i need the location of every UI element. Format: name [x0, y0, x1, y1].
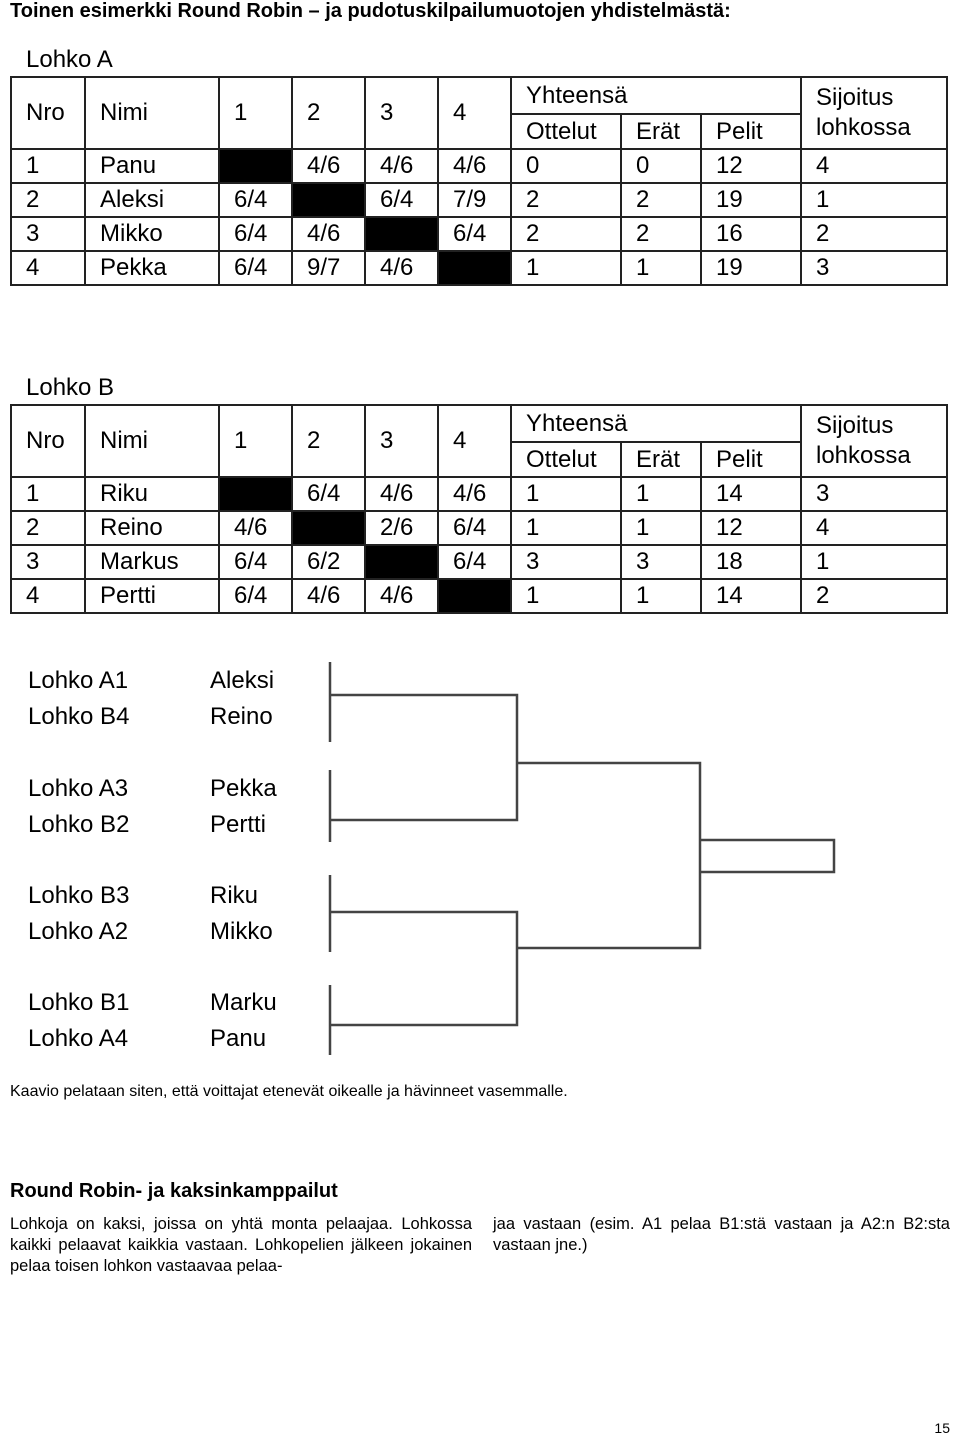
cell-result: 6/4 — [365, 183, 438, 217]
bracket-seed: Lohko B3 — [28, 882, 130, 909]
cell-nimi: Mikko — [85, 217, 219, 251]
cell-pelit: 12 — [701, 511, 801, 545]
cell-pelit: 12 — [701, 149, 801, 183]
page-heading: Toinen esimerkki Round Robin – ja pudotuskilpailumuotojen yhdistelmästä: — [10, 0, 731, 22]
cell-erat: 3 — [621, 545, 701, 579]
cell-ottelut: 1 — [511, 579, 621, 613]
bracket-seed: Lohko A3 — [28, 775, 129, 802]
cell-sijoitus: 4 — [801, 511, 947, 545]
cell-result: 9/7 — [292, 251, 365, 285]
header-pelit: Pelit — [701, 442, 801, 477]
cell-result: 4/6 — [292, 149, 365, 183]
header-erat: Erät — [621, 114, 701, 149]
bracket-player: Riku — [210, 882, 259, 909]
cell-erat: 2 — [621, 183, 701, 217]
header-yhteensa: Yhteensä — [511, 77, 801, 114]
cell-self-blank — [292, 183, 365, 217]
cell-pelit: 19 — [701, 183, 801, 217]
cell-nimi: Pertti — [85, 579, 219, 613]
cell-result: 4/6 — [292, 217, 365, 251]
cell-result: 4/6 — [438, 477, 511, 511]
cell-result: 6/4 — [219, 545, 292, 579]
header-nro: Nro — [11, 77, 85, 149]
header-sijoitus-line2: lohkossa — [816, 442, 911, 469]
header-yhteensa: Yhteensä — [511, 405, 801, 442]
cell-erat: 1 — [621, 511, 701, 545]
header-sijoitus-line1: Sijoitus — [816, 412, 894, 439]
cell-sijoitus: 1 — [801, 183, 947, 217]
cell-self-blank — [365, 545, 438, 579]
cell-nimi: Pekka — [85, 251, 219, 285]
table-row — [11, 511, 947, 545]
cell-ottelut: 2 — [511, 183, 621, 217]
block-a-table — [10, 76, 948, 286]
table-row — [11, 183, 947, 217]
cell-self-blank — [219, 149, 292, 183]
header-col-4: 4 — [438, 405, 511, 477]
cell-pelit: 16 — [701, 217, 801, 251]
cell-self-blank — [438, 579, 511, 613]
bracket-seed: Lohko A4 — [28, 1025, 129, 1052]
semifinal-bracket — [330, 912, 517, 1025]
cell-nimi: Aleksi — [85, 183, 219, 217]
bracket-player: Aleksi — [210, 667, 275, 694]
cell-result: 4/6 — [365, 477, 438, 511]
header-col-3: 3 — [365, 77, 438, 149]
cell-ottelut: 3 — [511, 545, 621, 579]
cell-self-blank — [365, 217, 438, 251]
block-a — [10, 46, 946, 286]
header-nro: Nro — [11, 405, 85, 477]
cell-nimi: Reino — [85, 511, 219, 545]
cell-nro: 3 — [11, 217, 85, 251]
cell-sijoitus: 3 — [801, 477, 947, 511]
bracket-player: Panu — [210, 1025, 267, 1052]
header-nimi: Nimi — [85, 405, 219, 477]
cell-self-blank — [292, 511, 365, 545]
cell-result: 6/4 — [438, 511, 511, 545]
bracket-seed: Lohko B4 — [28, 703, 130, 730]
table-row — [11, 251, 947, 285]
cell-erat: 2 — [621, 217, 701, 251]
body-text-column-1: Lohkoja on kaksi, joissa on yhtä monta pelaajaa. Lohkossa kaikki pelaavat kaikkia vastaan. Lohkopelien jälkeen jokainen pelaa toisen lohkon vastaavaa pelaa- — [10, 1215, 472, 1275]
header-col-1: 1 — [219, 405, 292, 477]
header-col-2: 2 — [292, 77, 365, 149]
block-b — [10, 374, 946, 614]
cell-ottelut: 1 — [511, 511, 621, 545]
bracket-player: Marku — [210, 989, 277, 1016]
header-sijoitus — [801, 77, 947, 149]
header-col-1: 1 — [219, 77, 292, 149]
header-sijoitus — [801, 405, 947, 477]
cell-result: 4/6 — [365, 251, 438, 285]
cell-result: 4/6 — [365, 579, 438, 613]
cell-ottelut: 0 — [511, 149, 621, 183]
cell-nro: 2 — [11, 511, 85, 545]
cell-nro: 4 — [11, 251, 85, 285]
cell-nimi: Markus — [85, 545, 219, 579]
header-col-3: 3 — [365, 405, 438, 477]
header-ottelut: Ottelut — [511, 442, 621, 477]
cell-result: 4/6 — [292, 579, 365, 613]
bracket-seed: Lohko B2 — [28, 811, 130, 838]
bracket-caption: Kaavio pelataan siten, että voittajat etenevät oikealle ja hävinneet vasemmalle. — [10, 1083, 568, 1100]
cell-pelit: 14 — [701, 477, 801, 511]
cell-result: 6/4 — [219, 183, 292, 217]
bracket-player: Mikko — [210, 918, 273, 945]
cell-result: 6/4 — [219, 217, 292, 251]
cell-result: 6/4 — [219, 251, 292, 285]
cell-pelit: 14 — [701, 579, 801, 613]
bracket-player: Pertti — [210, 811, 267, 838]
header-ottelut: Ottelut — [511, 114, 621, 149]
semifinal-bracket — [330, 695, 517, 820]
header-sijoitus-line1: Sijoitus — [816, 84, 894, 111]
block-title: Lohko B — [26, 374, 115, 401]
header-col-4: 4 — [438, 77, 511, 149]
section-title: Round Robin- ja kaksinkamppailut — [10, 1180, 338, 1202]
cell-sijoitus: 4 — [801, 149, 947, 183]
table-row — [11, 217, 947, 251]
bracket-seed: Lohko B1 — [28, 989, 130, 1016]
cell-erat: 1 — [621, 251, 701, 285]
cell-result: 6/4 — [438, 217, 511, 251]
cell-ottelut: 1 — [511, 251, 621, 285]
table-row — [11, 579, 947, 613]
header-col-2: 2 — [292, 405, 365, 477]
cell-result: 4/6 — [219, 511, 292, 545]
cell-result: 6/4 — [219, 579, 292, 613]
cell-result: 2/6 — [365, 511, 438, 545]
cell-erat: 1 — [621, 477, 701, 511]
header-pelit: Pelit — [701, 114, 801, 149]
bracket-player: Pekka — [210, 775, 277, 802]
bracket-player: Reino — [210, 703, 273, 730]
cell-ottelut: 1 — [511, 477, 621, 511]
cell-nro: 3 — [11, 545, 85, 579]
cell-nro: 4 — [11, 579, 85, 613]
table-row — [11, 477, 947, 511]
cell-result: 6/4 — [438, 545, 511, 579]
cell-pelit: 18 — [701, 545, 801, 579]
header-nimi: Nimi — [85, 77, 219, 149]
cell-sijoitus: 2 — [801, 579, 947, 613]
cell-nimi: Panu — [85, 149, 219, 183]
cell-nro: 2 — [11, 183, 85, 217]
block-b-table — [10, 404, 948, 614]
bracket-seed: Lohko A1 — [28, 667, 129, 694]
final-bracket — [517, 763, 700, 948]
cell-self-blank — [438, 251, 511, 285]
final-box — [700, 840, 834, 872]
cell-result: 6/4 — [292, 477, 365, 511]
cell-result: 6/2 — [292, 545, 365, 579]
cell-nimi: Riku — [85, 477, 219, 511]
cell-result: 4/6 — [365, 149, 438, 183]
bracket-lines — [0, 650, 960, 1070]
cell-erat: 1 — [621, 579, 701, 613]
cell-ottelut: 2 — [511, 217, 621, 251]
header-erat: Erät — [621, 442, 701, 477]
cell-self-blank — [219, 477, 292, 511]
cell-sijoitus: 3 — [801, 251, 947, 285]
body-text-column-2: jaa vastaan (esim. A1 pelaa B1:stä vastaan ja A2:n B2:sta vastaan jne.) — [493, 1215, 950, 1254]
bracket-seed: Lohko A2 — [28, 918, 129, 945]
cell-sijoitus: 2 — [801, 217, 947, 251]
cell-erat: 0 — [621, 149, 701, 183]
block-title: Lohko A — [26, 46, 113, 73]
cell-nro: 1 — [11, 477, 85, 511]
cell-result: 7/9 — [438, 183, 511, 217]
table-row — [11, 545, 947, 579]
cell-pelit: 19 — [701, 251, 801, 285]
cell-nro: 1 — [11, 149, 85, 183]
page-number: 15 — [934, 1420, 950, 1436]
cell-sijoitus: 1 — [801, 545, 947, 579]
header-sijoitus-line2: lohkossa — [816, 114, 911, 141]
cell-result: 4/6 — [438, 149, 511, 183]
elimination-bracket — [0, 650, 960, 1070]
table-row — [11, 149, 947, 183]
